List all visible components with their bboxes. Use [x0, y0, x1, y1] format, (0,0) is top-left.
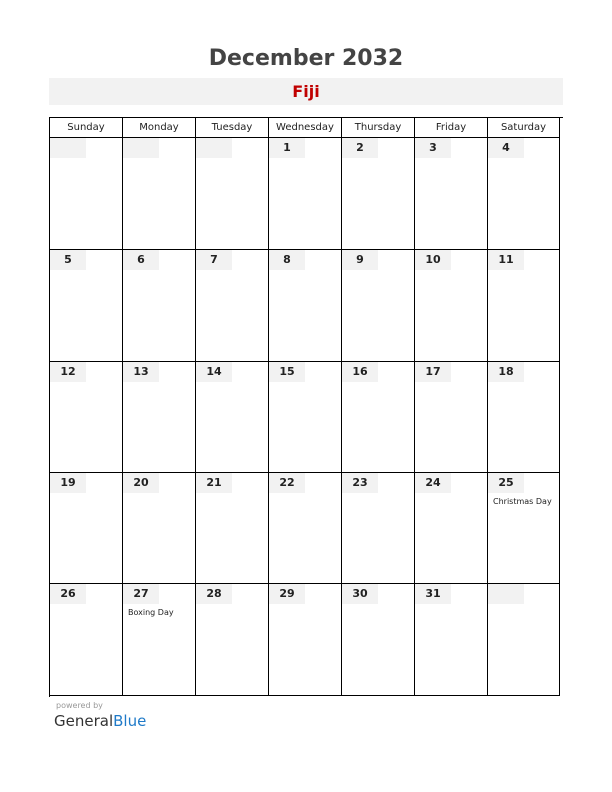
calendar-grid	[49, 117, 563, 697]
day-number: 16	[342, 362, 378, 382]
weekday-header-wednesday: Wednesday	[269, 118, 342, 138]
day-cell	[342, 473, 415, 584]
day-cell	[415, 250, 488, 362]
day-cell	[342, 362, 415, 473]
day-cell	[50, 584, 123, 696]
weekday-header-thursday: Thursday	[342, 118, 415, 138]
day-number: 5	[50, 250, 86, 270]
day-number: 28	[196, 584, 232, 604]
day-cell	[123, 473, 196, 584]
day-number: 25	[488, 473, 524, 493]
day-cell	[269, 362, 342, 473]
day-cell	[50, 473, 123, 584]
day-cell	[123, 584, 196, 696]
day-number: 10	[415, 250, 451, 270]
day-cell	[488, 138, 560, 250]
day-number: 29	[269, 584, 305, 604]
day-cell	[488, 584, 560, 696]
day-cell	[269, 138, 342, 250]
day-number: 22	[269, 473, 305, 493]
day-number: 12	[50, 362, 86, 382]
holiday-label: Boxing Day	[128, 608, 174, 617]
day-number: 9	[342, 250, 378, 270]
day-cell	[488, 250, 560, 362]
day-number: 18	[488, 362, 524, 382]
day-cell	[342, 250, 415, 362]
day-cell	[196, 473, 269, 584]
day-number: 21	[196, 473, 232, 493]
day-number	[488, 584, 524, 604]
day-number: 26	[50, 584, 86, 604]
day-cell	[196, 138, 269, 250]
day-cell	[196, 250, 269, 362]
day-number: 19	[50, 473, 86, 493]
day-cell	[50, 362, 123, 473]
day-cell	[269, 473, 342, 584]
day-cell	[123, 138, 196, 250]
day-cell	[50, 138, 123, 250]
day-cell	[269, 250, 342, 362]
day-cell	[488, 362, 560, 473]
day-cell	[269, 584, 342, 696]
day-number: 23	[342, 473, 378, 493]
day-number: 13	[123, 362, 159, 382]
day-cell	[415, 138, 488, 250]
day-number: 2	[342, 138, 378, 158]
day-cell	[342, 138, 415, 250]
day-cell	[196, 584, 269, 696]
day-number: 7	[196, 250, 232, 270]
day-number	[123, 138, 159, 158]
country-label: Fiji	[49, 78, 563, 105]
day-number: 8	[269, 250, 305, 270]
day-number: 14	[196, 362, 232, 382]
day-cell	[415, 473, 488, 584]
brand-logo	[54, 712, 146, 730]
day-number: 3	[415, 138, 451, 158]
day-number: 15	[269, 362, 305, 382]
brand-name-part2: Blue	[113, 712, 147, 730]
weekday-header-tuesday: Tuesday	[196, 118, 269, 138]
powered-by-label: powered by	[56, 701, 103, 710]
day-cell	[488, 473, 560, 584]
day-number	[50, 138, 86, 158]
day-number: 24	[415, 473, 451, 493]
day-number: 31	[415, 584, 451, 604]
holiday-label: Christmas Day	[493, 497, 552, 506]
day-cell	[415, 584, 488, 696]
day-cell	[342, 584, 415, 696]
day-number: 4	[488, 138, 524, 158]
day-cell	[196, 362, 269, 473]
day-number: 1	[269, 138, 305, 158]
day-cell	[415, 362, 488, 473]
weekday-header-friday: Friday	[415, 118, 488, 138]
day-number: 20	[123, 473, 159, 493]
day-number: 30	[342, 584, 378, 604]
day-number: 27	[123, 584, 159, 604]
day-number: 17	[415, 362, 451, 382]
day-number: 11	[488, 250, 524, 270]
day-cell	[123, 362, 196, 473]
brand-name-part1: General	[54, 712, 114, 730]
calendar-title: December 2032	[208, 46, 404, 71]
day-cell	[123, 250, 196, 362]
weekday-header-saturday: Saturday	[488, 118, 560, 138]
day-cell	[50, 250, 123, 362]
weekday-header-monday: Monday	[123, 118, 196, 138]
weekday-header-sunday: Sunday	[50, 118, 123, 138]
day-number	[196, 138, 232, 158]
day-number: 6	[123, 250, 159, 270]
